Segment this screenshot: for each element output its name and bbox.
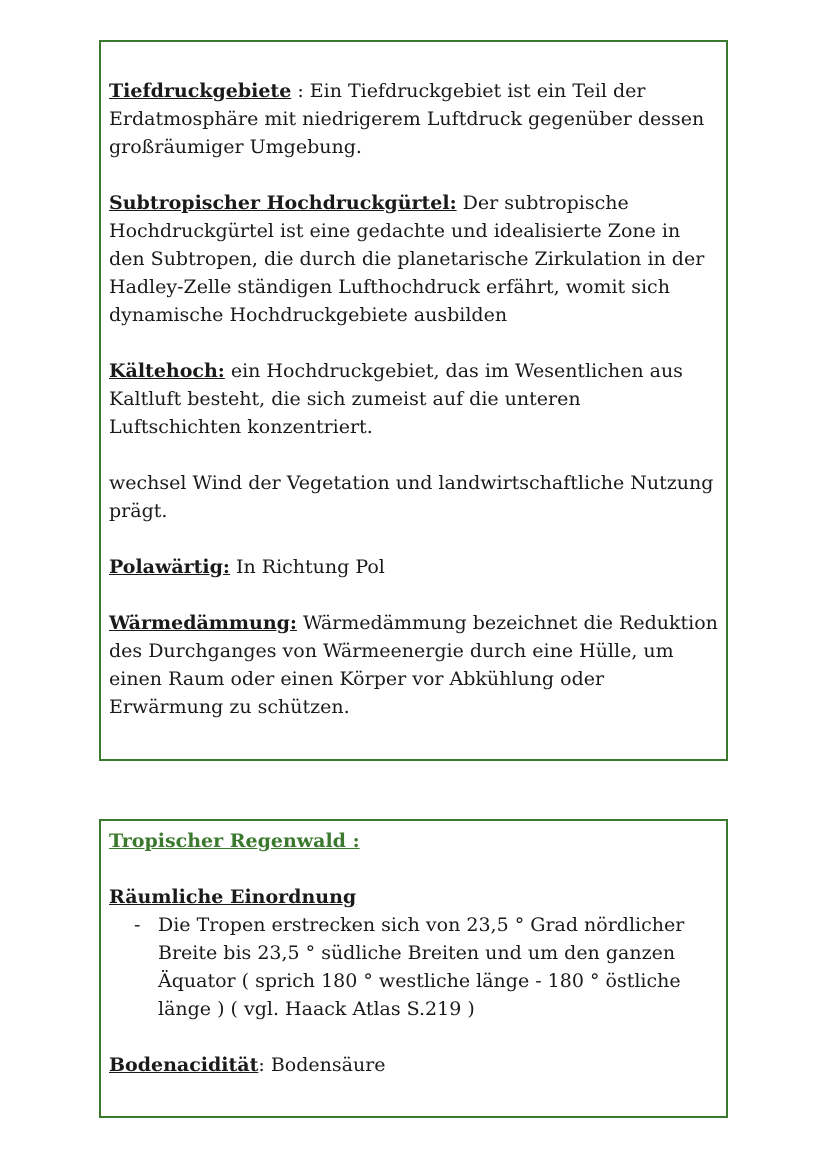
term-label: Bodenacidität	[109, 1054, 259, 1076]
definitions-content	[109, 77, 718, 749]
definition-text: In Richtung Pol	[229, 556, 385, 578]
definition-text: Wärmedämmung bezeichnet die Reduktion des Durchganges von Wärmeenergie durch eine Hülle, um einen Raum oder einen Körper vor Abkühlung oder Erwärmung zu schützen.	[109, 612, 718, 718]
term-label: Subtropischer Hochdruckgürtel:	[109, 192, 457, 214]
definition-text: Der subtropische Hochdruckgürtel ist eine gedachte und idealisierte Zone in den Subtropen, die durch die planetarische Zirkulation in der Hadley-Zelle ständigen Lufthochdruck erfährt, womit sich dynamische Hochdruckgebiete ausbilden	[109, 192, 705, 326]
definition-text: : Ein Tiefdruckgebiet ist ein Teil der Erdatmosphäre mit niedrigerem Luftdruck gegenüber dessen großräumiger Umgebung.	[109, 80, 705, 158]
definition-hochdruckguertel	[109, 189, 718, 329]
term-label: Wärmedämmung:	[109, 612, 297, 634]
definition-text: ein Hochdruckgebiet, das im Wesentlichen aus Kaltluft besteht, die sich zumeist auf die unteren Luftschichten konzentriert.	[109, 360, 683, 438]
term-label: Tiefdruckgebiete	[109, 80, 292, 102]
list-item	[134, 911, 718, 1023]
definition-wechsel-wind	[109, 469, 718, 525]
section-title: Tropischer Regenwald :	[109, 830, 360, 852]
definition-tiefdruckgebiete	[109, 77, 718, 161]
regenwald-content	[109, 827, 718, 1107]
definition-text: : Bodensäure	[258, 1054, 386, 1076]
list-item-text: Die Tropen erstrecken sich von 23,5 ° Grad nördlicher Breite bis 23,5 ° südliche Breiten und um den ganzen Äquator ( sprich 180 ° westliche länge - 180 ° östliche länge ) ( vgl. Haack Atlas S.219 )	[158, 914, 685, 1020]
definition-bodenaciditaet	[109, 1051, 718, 1079]
term-label: Polawärtig:	[109, 556, 230, 578]
dash-marker: -	[134, 914, 141, 936]
subsection-heading: Räumliche Einordnung	[109, 886, 357, 908]
spacer	[109, 855, 718, 883]
regenwald-box	[99, 819, 728, 1118]
definition-kaeltehoch	[109, 357, 718, 441]
bullet-list	[109, 911, 718, 1023]
definition-waermedaemmung	[109, 609, 718, 721]
definition-polawaertig	[109, 553, 718, 581]
definition-text: wechsel Wind der Vegetation und landwirtschaftliche Nutzung prägt.	[109, 472, 714, 522]
term-label: Kältehoch:	[109, 360, 225, 382]
definitions-box	[99, 40, 728, 761]
